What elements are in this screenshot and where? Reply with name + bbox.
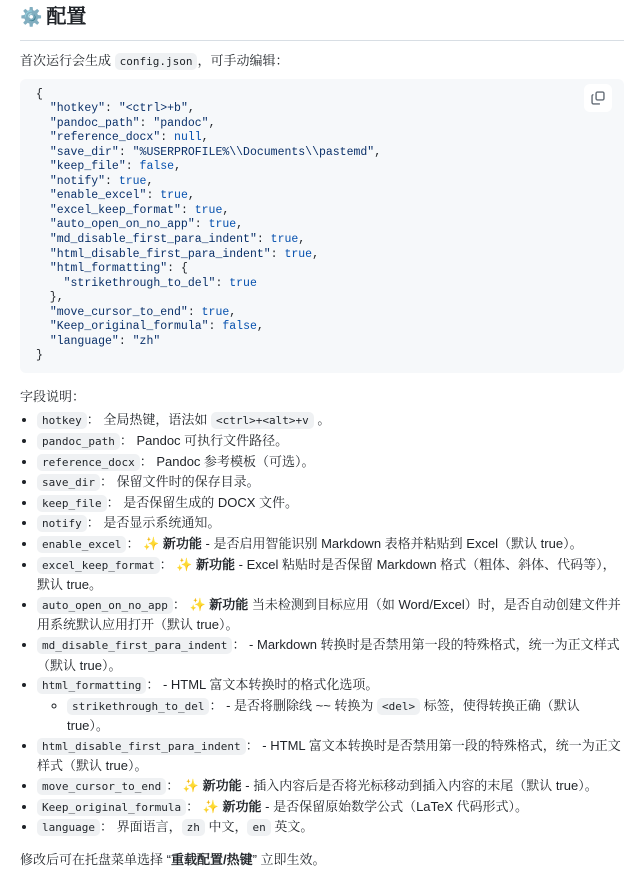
inline-code: html_formatting [37, 677, 146, 694]
sparkles-emoji-icon: ✨ [143, 535, 160, 551]
field-item [37, 534, 624, 555]
code-line: "html_disable_first_para_indent": true, [49, 247, 319, 261]
sparkles-emoji-icon: ✨ [182, 778, 200, 794]
footer-bold-text: 重载配置/热键 [170, 851, 253, 867]
inline-code: move_cursor_to_end [37, 778, 166, 795]
inline-code: config.json [115, 53, 198, 70]
field-description-text: ： 界面语言， [99, 819, 182, 835]
field-description-text: ： [186, 798, 203, 814]
field-description-text: - Excel 粘贴时是否保留 Markdown 格式（粗体、斜体、代码等），默认 true。 [37, 556, 616, 593]
sparkles-emoji-icon: ✨ [189, 596, 206, 612]
inline-code: excel_keep_format [37, 557, 160, 574]
new-feature-badge: 新功能 [205, 596, 249, 612]
field-description-text: ： - 是否将删除线 ~~ 转换为 [209, 697, 378, 713]
gear-emoji-icon: ⚙️ [20, 6, 43, 27]
code-block [20, 79, 624, 373]
field-item [37, 776, 624, 797]
code-line: { [36, 87, 43, 101]
code-line: "auto_open_on_no_app": true, [49, 218, 244, 232]
field-item [37, 595, 624, 635]
code-line: "excel_keep_format": true, [49, 203, 230, 217]
sub-field-item [67, 696, 624, 736]
page-title-text: 配置 [46, 6, 87, 28]
sub-field-list [37, 696, 624, 736]
code-line: "move_cursor_to_end": true, [49, 305, 237, 319]
sparkles-emoji-icon: ✨ [176, 556, 193, 572]
inline-code: reference_docx [37, 454, 140, 471]
field-description-text: ： [126, 535, 144, 551]
field-item [37, 675, 624, 736]
code-line: "language": "zh" [49, 334, 161, 348]
code-line: "strikethrough_to_del": true [63, 276, 257, 290]
inline-code: <del> [377, 698, 420, 715]
inline-code: pandoc_path [37, 433, 120, 450]
field-description-text: - 是否保留原始数学公式（LaTeX 代码形式）。 [261, 798, 529, 814]
field-description-text: ： [166, 778, 183, 794]
inline-code: enable_excel [37, 536, 126, 553]
field-description-text: ： 保留文件时的保存目录。 [99, 474, 260, 490]
field-description-text: ： [159, 556, 177, 572]
copy-button[interactable] [584, 84, 612, 112]
code-line: "notify": true, [49, 174, 154, 188]
field-description-text: 英文。 [270, 819, 314, 835]
inline-code: html_disable_first_para_indent [37, 738, 246, 755]
field-item [37, 817, 624, 838]
inline-code: hotkey [37, 412, 87, 429]
code-line: "pandoc_path": "pandoc", [49, 116, 216, 130]
new-feature-badge: 新功能 [159, 535, 202, 551]
field-item [37, 736, 624, 776]
code-line: } [36, 349, 43, 363]
inline-code: strikethrough_to_del [67, 698, 209, 715]
field-description-text: ： 全局热键，语法如 [86, 412, 211, 428]
code-line: "enable_excel": true, [49, 189, 195, 203]
field-item [37, 555, 624, 595]
intro-paragraph [20, 51, 624, 71]
field-description-text: 中文， [204, 819, 248, 835]
field-item [37, 410, 624, 431]
footer-text-post: ” 立即生效。 [252, 851, 326, 867]
copy-icon [591, 91, 605, 105]
intro-text-pre: 首次运行会生成 [20, 53, 115, 68]
field-description-text: - 插入内容后是否将光标移动到插入内容的末尾（默认 true）。 [241, 778, 598, 794]
field-item [37, 635, 624, 675]
field-description-text: - 是否启用智能识别 Markdown 表格并粘贴到 Excel（默认 true）。 [201, 535, 583, 551]
field-description-text: ： 是否保留生成的 DOCX 文件。 [106, 494, 299, 510]
field-description-text: ： Pandoc 可执行文件路径。 [119, 432, 289, 448]
footer-text-pre: 修改后可在托盘菜单选择 “ [20, 851, 171, 867]
new-feature-badge: 新功能 [199, 778, 242, 794]
field-description-text: 标签，使得转换正确（默认 true）。 [67, 697, 580, 734]
inline-code: en [247, 819, 270, 836]
field-description-text: 。 [313, 412, 331, 428]
inline-code: md_disable_first_para_indent [37, 637, 232, 654]
code-line: "Keep_original_formula": false, [49, 320, 264, 334]
code-line: "html_formatting": { [49, 262, 188, 276]
inline-code: save_dir [37, 474, 100, 491]
intro-text-post: ，可手动编辑： [197, 53, 289, 68]
fields-list [20, 410, 624, 837]
code-line: "md_disable_first_para_indent": true, [49, 232, 306, 246]
inline-code: notify [37, 515, 87, 532]
field-description-text: ： [172, 596, 190, 612]
field-description-text: ： 是否显示系统通知。 [86, 515, 221, 531]
field-item [37, 452, 624, 473]
inline-code: zh [182, 819, 205, 836]
field-item [37, 431, 624, 452]
field-description-text: ： - HTML 富文本转换时的格式化选项。 [146, 677, 379, 693]
field-item [37, 513, 624, 534]
new-feature-badge: 新功能 [192, 556, 236, 572]
inline-code: language [37, 819, 100, 836]
inline-code: auto_open_on_no_app [37, 597, 173, 614]
json-code [36, 88, 608, 364]
page-title [20, 0, 624, 41]
footer-note [20, 850, 624, 869]
field-description-text: ： Pandoc 参考模板（可选）。 [139, 453, 315, 469]
code-line: "keep_file": false, [49, 160, 181, 174]
field-description-text: ： - HTML 富文本转换时是否禁用第一段的特殊格式，统一为正文样式（默认 true）。 [37, 737, 621, 774]
inline-code: keep_file [37, 495, 107, 512]
inline-code: <ctrl>+<alt>+v [211, 412, 314, 429]
inline-code: Keep_original_formula [37, 799, 186, 816]
fields-heading: 字段说明： [20, 388, 86, 404]
code-line: }, [36, 291, 64, 305]
code-line: "reference_docx": null, [49, 131, 209, 145]
code-line: "hotkey": "<ctrl>+b", [49, 102, 195, 116]
field-item [37, 472, 624, 493]
field-description-text: ： - Markdown 转换时是否禁用第一段的特殊格式，统一为正文样式（默认 true）。 [37, 636, 620, 673]
code-line: "save_dir": "%USERPROFILE%\\Documents\\pastemd", [49, 145, 382, 159]
field-description-text: 当未检测到目标应用（如 Word/Excel）时，是否自动创建文件并用系统默认应用打开（默认 true）。 [37, 596, 621, 633]
new-feature-badge: 新功能 [218, 798, 262, 814]
sparkles-emoji-icon: ✨ [202, 798, 219, 814]
field-item [37, 493, 624, 514]
code-content [36, 88, 608, 364]
